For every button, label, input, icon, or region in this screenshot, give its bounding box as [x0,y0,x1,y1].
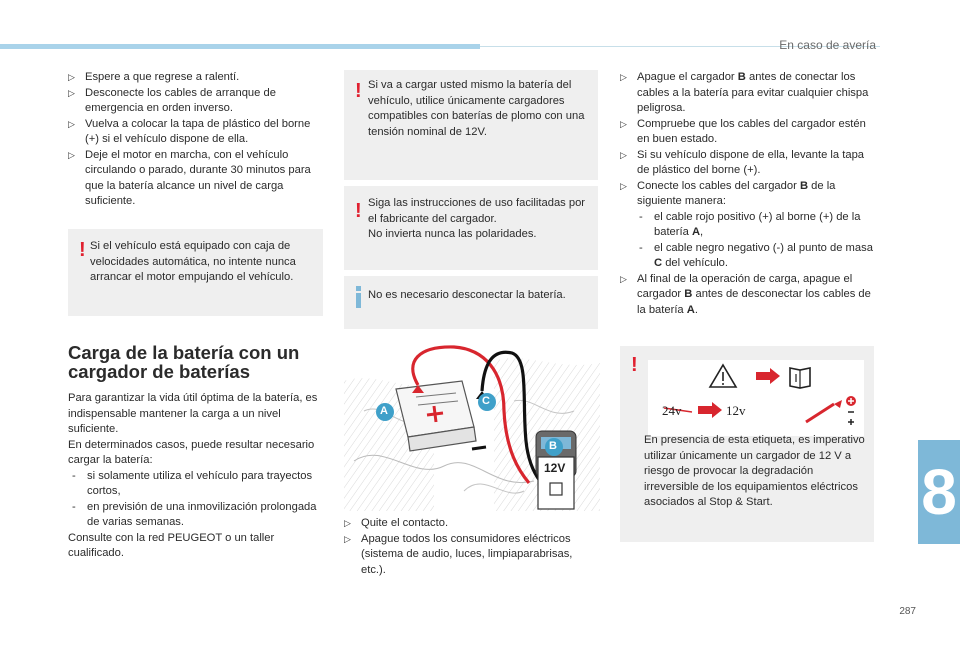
arrow-bullet-icon: ▷ [620,118,627,129]
warning-box [344,70,598,180]
bullet-item: ▷ Desconecte los cables de arranque de emergencia en orden inverso. [68,86,276,114]
warning-exclamation-icon: ! [355,200,362,222]
warning-exclamation-icon: ! [79,239,86,261]
col2-bullets [344,516,600,578]
header-bar [0,44,480,49]
warning-text: Siga las instrucciones de uso facilitadas por el fabricante del cargador. [368,197,586,225]
arrow-bullet-icon: ▷ [68,87,75,98]
warning-text: Si va a cargar usted mismo la batería del vehículo, utilice únicamente cargadores compatibles con baterías de plomo con una tensión nominal de 12V. [368,79,585,138]
arrow-bullet-icon: ▷ [68,149,75,160]
bullet-item: ▷ Conecte los cables del cargador B de la siguiente manera: - el cable rojo positivo (+) al borne (+) de la batería A, - el cable negro negativo (-) al punto de masa C del vehículo. [620,179,878,272]
bullet-item: ▷ Apague todos los consumidores eléctricos (sistema de audio, luces, limpiaparabrisas, etc.). [344,532,573,576]
arrow-bullet-icon: ▷ [68,118,75,129]
warning-label-text: En presencia de esta etiqueta, es imperativo utilizar únicamente un cargador de 12 V a riesgo de provocar la degradación irreversible de los equipamientos eléctricos asociados al Stop & Start. [644,434,865,508]
paragraph: En determinados casos, puede resultar necesario cargar la batería: [68,438,315,466]
col3-instructions [620,70,878,318]
dash-item: - si solamente utiliza el vehículo para trayectos cortos, [72,469,313,497]
arrow-bullet-icon: ▷ [620,149,627,160]
warning-exclamation-icon: ! [355,80,362,102]
charger-label-illustration [648,360,864,436]
arrow-bullet-icon: ▷ [344,533,351,544]
dash-item: - el cable rojo positivo (+) al borne (+) de la batería A, [639,210,861,238]
label-24v: 24v [662,403,682,418]
section-title: En caso de avería [779,38,876,52]
label-12v: 12v [726,403,746,418]
arrow-bullet-icon: ▷ [620,273,627,284]
paragraph: Para garantizar la vida útil óptima de la batería, es indispensable mantener la carga a un nivel suficiente. [68,392,318,435]
info-icon [356,286,361,308]
bullet-item: ▷ Apague el cargador B antes de conectar los cables a la batería para evitar cualquier chispa peligrosa. [620,71,869,114]
warning-label-box [620,346,874,542]
warning-box [68,229,323,316]
label-c: C [482,395,490,407]
page-number: 287 [899,606,916,617]
battery-charging-figure [344,341,600,511]
paragraph: Consulte con la red PEUGEOT o un taller cualificado. [68,531,275,559]
col1-bullets [68,70,326,210]
info-text: No es necesario desconectar la batería. [368,289,566,301]
label-b: B [549,440,557,452]
warning-text: No invierta nunca las polaridades. [368,228,537,240]
warning-box [344,186,598,270]
bullet-item: ▷ Vuelva a colocar la tapa de plástico del borne (+) si el vehículo dispone de ella. [68,117,311,145]
bullet-item: ▷ Si su vehículo dispone de ella, levante la tapa de plástico del borne (+). [620,148,865,176]
arrow-bullet-icon: ▷ [68,72,75,82]
warning-exclamation-icon: ! [631,354,638,376]
section-heading: Carga de la batería con un cargador de baterías [68,342,300,382]
bullet-item: ▷ Compruebe que los cables del cargador estén en buen estado. [620,117,866,145]
chapter-tab: 8 [918,440,960,544]
engine-bay-illustration [344,341,600,511]
bullet-item: ▷ Quite el contacto. [344,516,600,532]
bullet-item: ▷ Deje el motor en marcha, con el vehículo circulando o parado, durante 30 minutos para que la batería alcance un nivel de carga suficiente. [68,148,311,207]
info-box [344,276,598,329]
bullet-item: ▷ Espere a que regrese a ralentí. [68,70,326,86]
col1-body [68,391,326,562]
arrow-bullet-icon: ▷ [620,180,627,191]
arrow-bullet-icon: ▷ [620,72,627,82]
dash-item: - el cable negro negativo (-) al punto de masa C del vehículo. [639,241,873,269]
charger-voltage-label: 12V [544,461,566,475]
charger-label-graphics [648,360,864,436]
dash-item: - en previsión de una inmovilización prolongada de varias semanas. [72,500,317,528]
label-a: A [380,405,388,417]
arrow-bullet-icon: ▷ [344,518,351,528]
warning-text: Si el vehículo está equipado con caja de velocidades automática, no intente nunca arrancar el motor empujando el vehículo. [90,240,296,283]
bullet-item: ▷ Al final de la operación de carga, apague el cargador B antes de desconectar los cables de la batería A. [620,272,871,316]
